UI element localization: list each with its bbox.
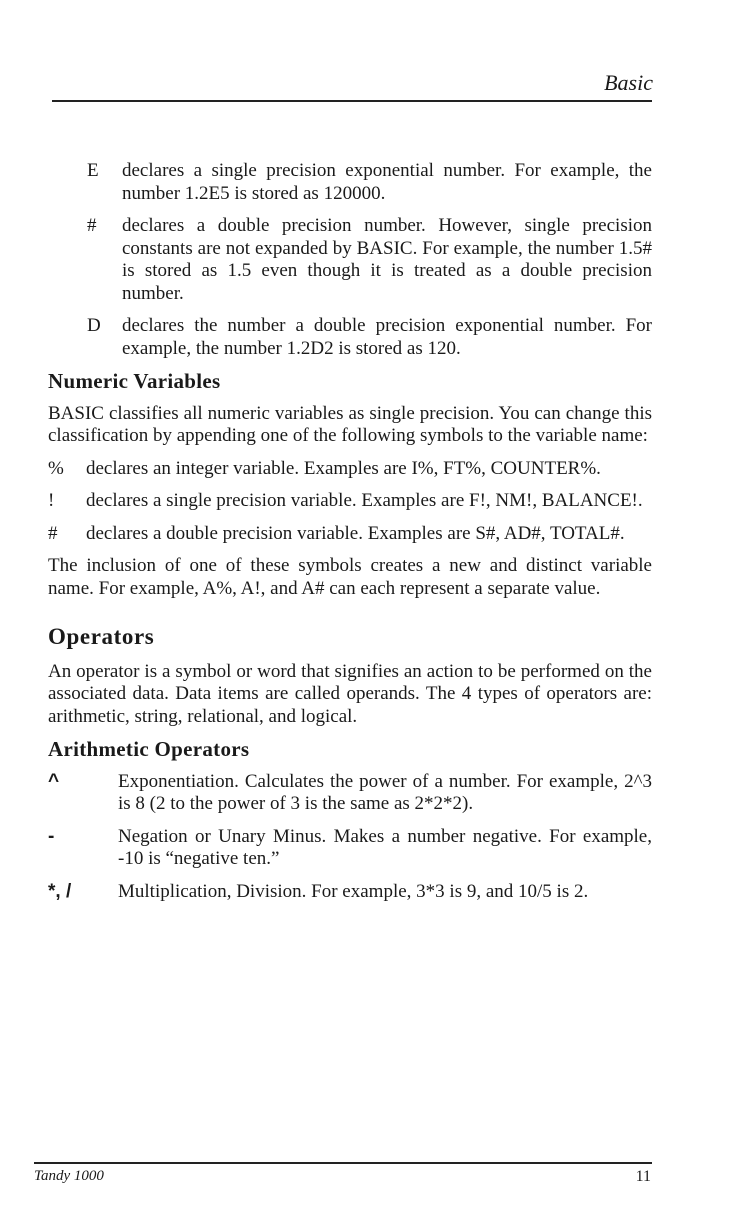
arithmetic-operators-heading: Arithmetic Operators [48,737,250,761]
footer-product-name: Tandy 1000 [34,1168,104,1184]
suffix-description: declares a single precision exponential number. For example, the number 1.2E5 is stored as 120000. [122,160,652,204]
variable-item-percent [48,458,652,481]
operator-symbol: ^ [48,770,60,792]
suffix-item-e [48,160,652,205]
suffix-item-hash [48,215,652,305]
numeric-variables-outro: The inclusion of one of these symbols creates a new and distinct variable name. For example, A%, A!, and A# can each represent a separate value. [48,555,652,599]
variable-symbol: ! [48,490,55,511]
numeric-variables-heading: Numeric Variables [48,369,221,393]
suffix-description: declares the number a double precision exponential number. For example, the number 1.2D2 is stored as 120. [122,315,652,359]
operator-item-multiply-divide [48,881,652,904]
footer-rule [34,1162,652,1164]
suffix-item-d [48,315,652,360]
variable-symbol: # [48,522,58,544]
variable-description: declares an integer variable. Examples are I%, FT%, COUNTER%. [86,457,601,479]
suffix-symbol: D [87,315,101,336]
variable-description: declares a double precision variable. Examples are S#, AD#, TOTAL#. [86,522,625,544]
header-rule [52,100,652,102]
page-number: 11 [635,1168,651,1185]
operator-symbol: - [48,825,55,847]
operator-description: Multiplication, Division. For example, 3*3 is 9, and 10/5 is 2. [118,880,589,902]
operator-description: Exponentiation. Calculates the power of a number. For example, 2^3 is 8 (2 to the power of 3 is the same as 2*2*2). [118,770,652,814]
operator-item-exponent [48,771,652,816]
variable-item-bang [48,490,652,513]
page-header-title: Basic [604,70,653,95]
suffix-symbol: E [87,160,99,181]
variable-description: declares a single precision variable. Examples are F!, NM!, BALANCE!. [86,490,643,511]
operators-heading: Operators [48,624,155,649]
suffix-description: declares a double precision number. However, single precision constants are not expanded by BASIC. For example, the number 1.5# is stored as 1.5 even though it is treated as a double precision number. [122,215,652,304]
suffix-symbol: # [87,215,97,236]
numeric-variables-intro: BASIC classifies all numeric variables as single precision. You can change this classification by appending one of the following symbols to the variable name: [48,402,652,446]
variable-symbol: % [48,457,64,479]
variable-item-hash [48,523,652,546]
page-body [48,160,652,913]
operator-description: Negation or Unary Minus. Makes a number negative. For example, -10 is “negative ten.” [118,825,652,869]
operator-symbol: *, / [48,880,72,902]
operator-item-negation [48,826,652,871]
operators-intro: An operator is a symbol or word that signifies an action to be performed on the associated data. Data items are called operands. The 4 types of operators are: arithmetic, string, relational, and logical. [48,660,652,727]
